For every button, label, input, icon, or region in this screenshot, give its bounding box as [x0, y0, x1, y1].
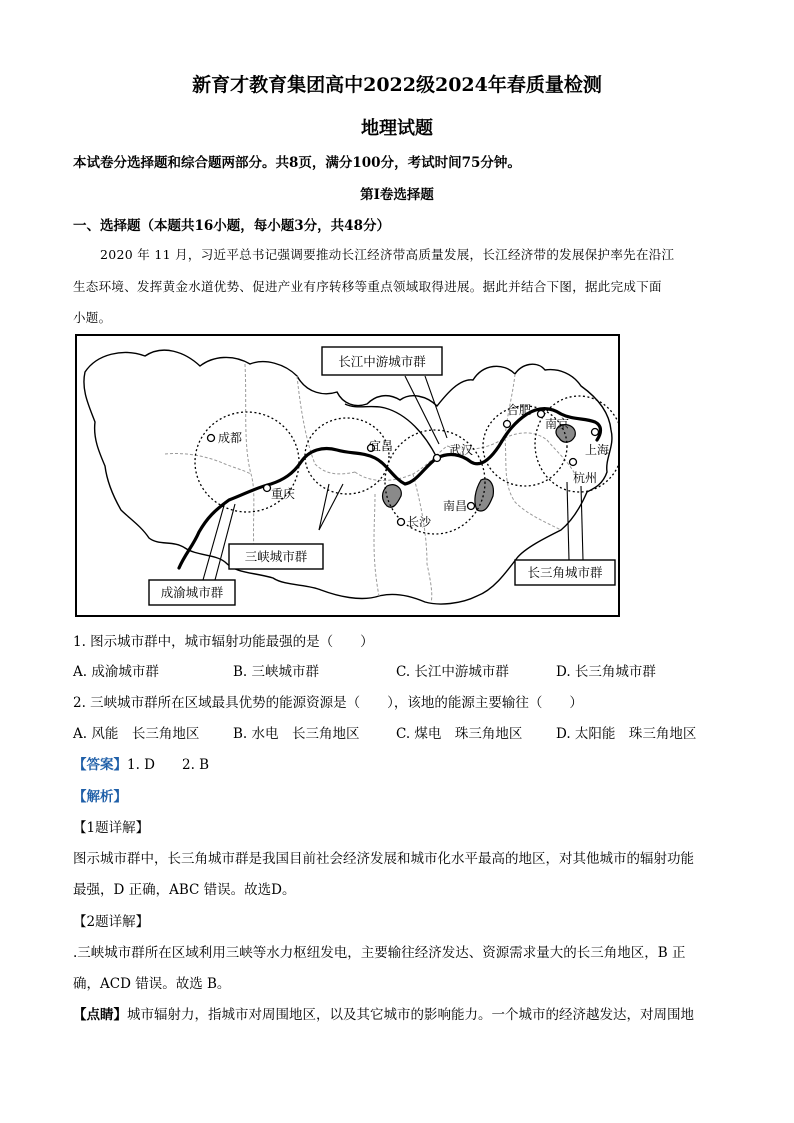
shanghai-label: 上海 — [585, 443, 610, 457]
nanchang-marker — [468, 503, 475, 510]
detail2-label: 【2题详解】 — [73, 914, 150, 930]
subject-title: 地理试题 — [361, 118, 433, 139]
nanjing-label: 南京 — [545, 417, 570, 431]
analysis-label: 【解析】 — [73, 789, 127, 805]
changsha-label: 长沙 — [407, 515, 432, 529]
q1-option-c: C. 长江中游城市群 — [396, 664, 509, 680]
passage-line-3: 小题。 — [73, 310, 112, 325]
note-label: 【点睛】 — [73, 1007, 127, 1023]
chengdu-marker — [208, 435, 215, 442]
hangzhou-label: 杭州 — [573, 471, 598, 485]
q2-option-a: A. 风能 长三角地区 — [73, 726, 200, 742]
wuhan-label: 武汉 — [449, 443, 474, 457]
passage-line-1: 2020 年 11 月，习近平总书记强调要推动长江经济带高质量发展，长江经济带的发展保护率先在沿江 — [100, 247, 675, 262]
hangzhou-marker — [570, 459, 577, 466]
detail1-label: 【1题详解】 — [73, 820, 150, 836]
wuhan-marker — [434, 455, 441, 462]
part-title: 第Ⅰ卷选择题 — [360, 187, 434, 203]
q1-option-b: B. 三峡城市群 — [233, 664, 320, 680]
section-title: 一、选择题（本题共16小题，每小题3分，共48分） — [73, 218, 390, 234]
chongqing-label: 重庆 — [271, 487, 296, 501]
answer-label: 【答案】 — [73, 757, 127, 773]
callout-middle-label: 长江中游城市群 — [338, 355, 426, 369]
passage-line-2: 生态环境、发挥黄金水道优势、促进产业有序转移等重点领域取得进展。据此并结合下图，据此完成下面 — [73, 279, 662, 294]
nanchang-label: 南昌 — [443, 499, 468, 513]
nanjing-marker — [538, 411, 545, 418]
yichang-label: 宜昌 — [369, 439, 394, 453]
yangtze-city-clusters-map — [75, 334, 620, 617]
q1-stem: 1. 图示城市群中，城市辐射功能最强的是（ ） — [73, 634, 374, 650]
answer-value: 1. D 2. B — [127, 757, 210, 773]
q2-stem: 2. 三峡城市群所在区域最具优势的能源资源是（ ），该地的能源主要输往（ ） — [73, 695, 583, 711]
shanghai-marker — [592, 429, 599, 436]
detail1-line-1: 图示城市群中，长三角城市群是我国目前社会经济发展和城市化水平最高的地区，对其他城市的辐射功能 — [73, 851, 694, 867]
detail1-line-2: 最强，D 正确，ABC 错误。故选D。 — [73, 882, 296, 898]
callout-delta-label: 长三角城市群 — [527, 566, 603, 580]
q2-option-b: B. 水电 长三角地区 — [233, 726, 360, 742]
callout-chengyu-label: 成渝城市群 — [160, 586, 224, 600]
hefei-marker — [504, 421, 511, 428]
callout-sanxia-label: 三峡城市群 — [244, 550, 308, 564]
detail2-line-2: 确，ACD 错误。故选 B。 — [73, 976, 231, 992]
changsha-marker — [398, 519, 405, 526]
exam-intro: 本试卷分选择题和综合题两部分。共8页，满分100分，考试时间75分钟。 — [73, 155, 521, 171]
q1-option-a: A. 成渝城市群 — [73, 664, 159, 680]
q1-option-d: D. 长三角城市群 — [556, 664, 656, 680]
note-text: 城市辐射力，指城市对周围地区，以及其它城市的影响能力。一个城市的经济越发达，对周围地 — [127, 1007, 694, 1023]
chengdu-label: 成都 — [218, 431, 243, 445]
chongqing-marker — [264, 485, 271, 492]
note-line — [73, 1003, 694, 1023]
detail2-line-1: .三峡城市群所在区域利用三峡等水力枢纽发电，主要输往经济发达、资源需求量大的长三角地区，B 正 — [73, 945, 686, 961]
q2-option-d: D. 太阳能 珠三角地区 — [556, 726, 697, 742]
q2-option-c: C. 煤电 珠三角地区 — [396, 726, 523, 742]
answer-line — [73, 753, 209, 773]
hefei-label: 合肥 — [507, 403, 532, 417]
exam-title: 新育才教育集团高中2022级2024年春质量检测 — [192, 74, 602, 96]
